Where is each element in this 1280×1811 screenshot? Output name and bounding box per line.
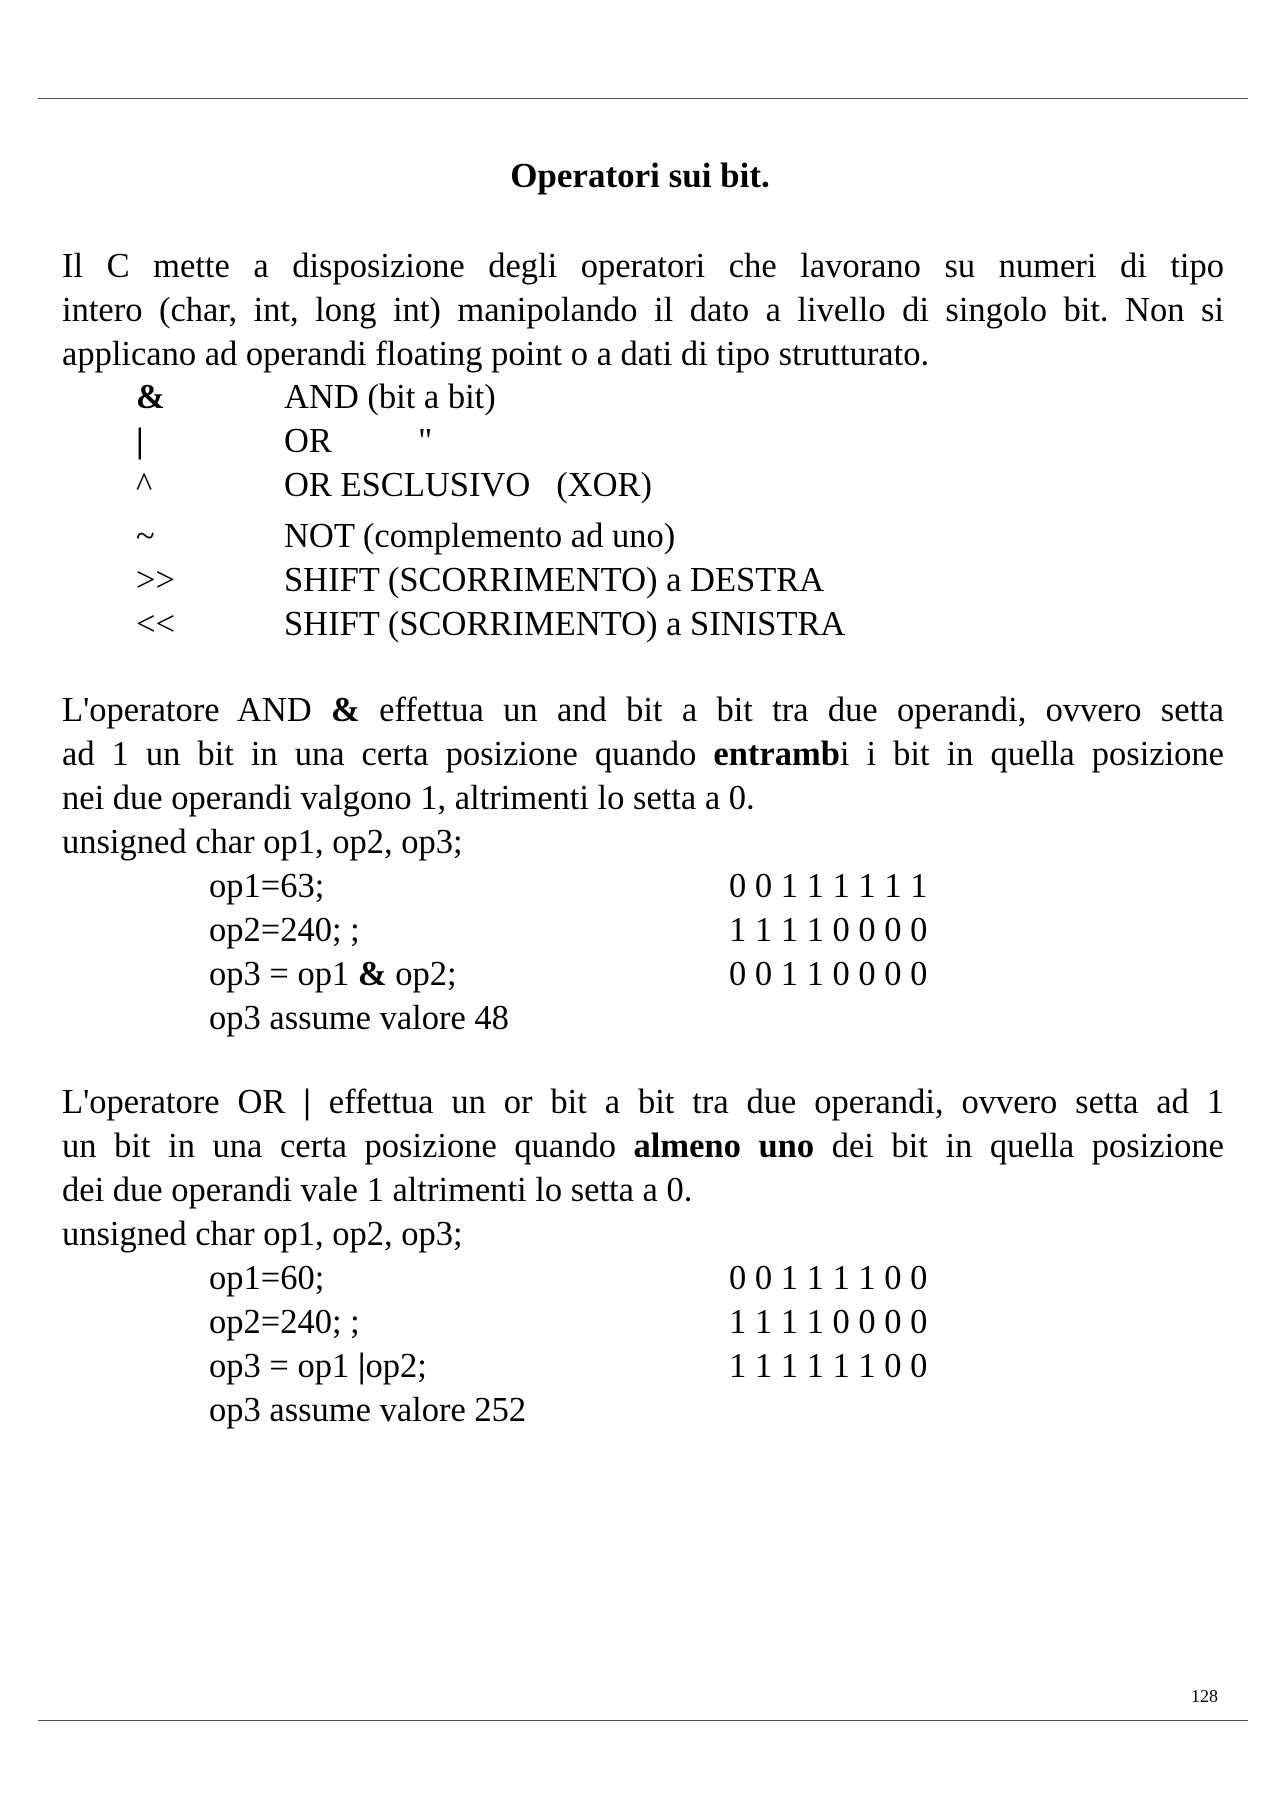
example-code: op1=60; [209,1259,325,1297]
operator-symbol: & [136,378,165,416]
bottom-rule [38,1720,1248,1721]
operator-description: OR " [284,422,433,460]
and-declaration: unsigned char op1, op2, op3; [62,823,463,861]
or-line-3: dei due operandi vale 1 altrimenti lo setta a 0. [62,1171,693,1209]
top-rule [38,98,1248,99]
example-bits: 0 0 1 1 1 1 1 1 [729,867,928,905]
example-code: op3 = op1 & op2; [209,955,457,993]
operator-description: OR ESCLUSIVO (XOR) [284,466,653,504]
operator-description: SHIFT (SCORRIMENTO) a SINISTRA [284,605,846,643]
operator-description: SHIFT (SCORRIMENTO) a DESTRA [284,561,825,599]
or-paragraph [62,1080,1224,1212]
example-code: op2=240; ; [209,911,360,949]
page-title: Operatori sui bit. [510,156,770,195]
example-code: op3 = op1 |op2; [209,1347,427,1385]
example-code: op1=63; [209,867,325,905]
intro-line-3: applicano ad operandi floating point o a dati di tipo strutturato. [62,335,930,373]
intro-paragraph [62,244,1224,376]
example-code: op2=240; ; [209,1303,360,1341]
intro-line-2: intero (char, int, long int) manipolando il dato a livello di singolo bit. Non si [62,291,1224,329]
operator-symbol: ^ [136,466,153,504]
or-declaration: unsigned char op1, op2, op3; [62,1215,463,1253]
example-result-text: op3 assume valore 252 [209,1391,527,1429]
and-line-1: L'operatore AND & effettua un and bit a bit tra due operandi, ovvero setta [62,691,1224,729]
operator-symbol: >> [136,561,175,599]
page-number: 128 [1191,1686,1218,1706]
operator-description: NOT (complemento ad uno) [284,517,676,555]
example-bits: 1 1 1 1 0 0 0 0 [729,911,928,949]
and-paragraph [62,688,1224,820]
or-line-2: un bit in una certa posizione quando almeno uno dei bit in quella posizione [62,1127,1224,1165]
example-bits: 0 0 1 1 0 0 0 0 [729,955,928,993]
or-line-1: L'operatore OR | effettua un or bit a bit tra due operandi, ovvero setta ad 1 [62,1083,1224,1121]
operator-description: AND (bit a bit) [284,378,496,416]
example-bits: 0 0 1 1 1 1 0 0 [729,1259,928,1297]
operator-symbol: << [136,605,175,643]
operator-symbol: ~ [136,517,155,555]
example-bits: 1 1 1 1 0 0 0 0 [729,1303,928,1341]
intro-line-1: Il C mette a disposizione degli operatori che lavorano su numeri di tipo [62,247,1224,285]
and-line-2: ad 1 un bit in una certa posizione quando entrambi i bit in quella posizione [62,735,1224,773]
example-result-text: op3 assume valore 48 [209,999,509,1037]
example-bits: 1 1 1 1 1 1 0 0 [729,1347,928,1385]
and-line-3: nei due operandi valgono 1, altrimenti lo setta a 0. [62,779,755,817]
operator-symbol: | [136,422,144,460]
